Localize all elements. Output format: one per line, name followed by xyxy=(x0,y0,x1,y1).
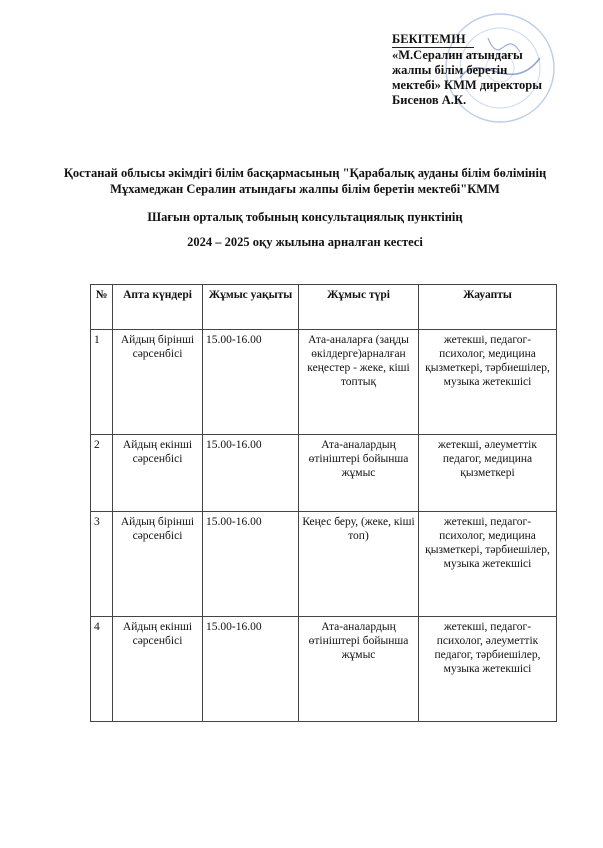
row-number: 1 xyxy=(91,330,113,435)
header-responsible: Жауапты xyxy=(419,285,557,330)
header-work-time: Жұмыс уақыты xyxy=(203,285,299,330)
row-day: Айдың бірінші сәрсенбісі xyxy=(113,512,203,617)
row-time: 15.00-16.00 xyxy=(203,330,299,435)
approval-line: «М.Сералин атындағы xyxy=(392,48,523,62)
row-number: 3 xyxy=(91,512,113,617)
row-day: Айдың екінші сәрсенбісі xyxy=(113,435,203,512)
table-header-row xyxy=(91,285,557,330)
row-responsible: жетекші, педагог-психолог, әлеуметтік педагог, тәрбиешілер, музыка жетекшісі xyxy=(419,617,557,722)
row-day: Айдың екінші сәрсенбісі xyxy=(113,617,203,722)
row-responsible: жетекші, педагог-психолог, медицина қызметкері, тәрбиешілер, музыка жетекшісі xyxy=(419,512,557,617)
row-responsible: жетекші, педагог-психолог, медицина қызметкері, тәрбиешілер, музыка жетекшісі xyxy=(419,330,557,435)
schedule-subtitle: Шағын орталық тобының консультациялық пунктінің xyxy=(147,210,463,224)
table-row xyxy=(91,435,557,512)
schedule-table xyxy=(90,284,557,722)
table-row xyxy=(91,330,557,435)
row-responsible: жетекші, әлеуметтік педагог, медицина қызметкері xyxy=(419,435,557,512)
organization-title: Қостанай облысы әкімдігі білім басқармасының "Қарабалық ауданы білім бөлімінің Мұхамеджан Сералин атындағы жалпы білім беретін мектебі"КММ xyxy=(63,166,547,196)
row-time: 15.00-16.00 xyxy=(203,617,299,722)
approval-heading: БЕКІТЕМІН xyxy=(392,32,474,48)
approval-line: мектебі» КММ директоры xyxy=(392,78,542,92)
schedule-year-title: 2024 – 2025 оқу жылына арналған кестесі xyxy=(187,235,423,249)
row-time: 15.00-16.00 xyxy=(203,512,299,617)
approval-director-name: Бисенов А.К. xyxy=(392,93,467,107)
row-number: 4 xyxy=(91,617,113,722)
row-day: Айдың бірінші сәрсенбісі xyxy=(113,330,203,435)
table-row xyxy=(91,617,557,722)
header-number: № xyxy=(91,285,113,330)
approval-line: жалпы білім беретін xyxy=(392,63,508,77)
title-block xyxy=(60,166,550,250)
header-work-type: Жұмыс түрі xyxy=(299,285,419,330)
row-time: 15.00-16.00 xyxy=(203,435,299,512)
row-type: Ата-аналардың өтініштері бойынша жұмыс xyxy=(299,435,419,512)
approval-block xyxy=(392,32,592,108)
header-week-days: Апта күндері xyxy=(113,285,203,330)
row-type: Кеңес беру, (жеке, кіші топ) xyxy=(299,512,419,617)
row-type: Ата-аналарға (заңды өкілдерге)арналған кеңестер - жеке, кіші топтық xyxy=(299,330,419,435)
table-row xyxy=(91,512,557,617)
row-number: 2 xyxy=(91,435,113,512)
row-type: Ата-аналардың өтініштері бойынша жұмыс xyxy=(299,617,419,722)
